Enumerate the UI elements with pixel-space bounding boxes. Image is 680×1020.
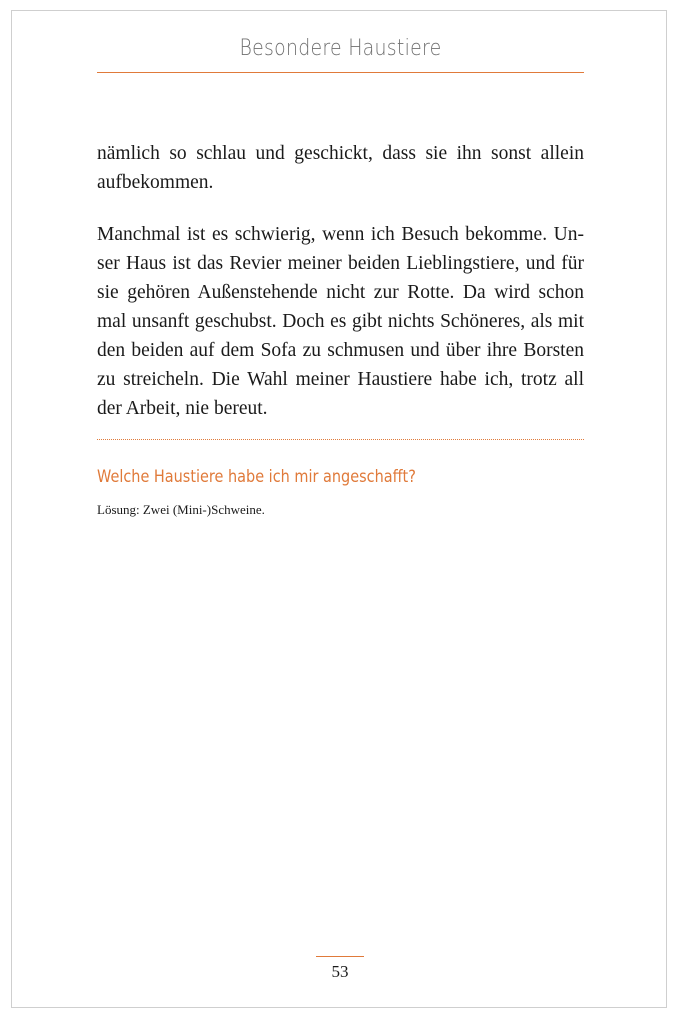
header-divider bbox=[97, 72, 584, 73]
page-number-divider bbox=[316, 956, 364, 957]
quiz-solution: Lösung: Zwei (Mini-)Schweine. bbox=[97, 502, 265, 517]
paragraph-1: nämlich so schlau und geschickt, dass sie ihn sonst allein aufbekommen. bbox=[97, 143, 584, 193]
page-number: 53 bbox=[331, 962, 349, 981]
quiz-question: Welche Haustiere habe ich mir angeschafft? bbox=[97, 467, 416, 487]
paragraph-2: Manchmal ist es schwierig, wenn ich Besuch bekomme. Unser Haus ist das Revier meiner beiden Lieblingstiere, und für sie gehören Außenstehende nicht zur Rotte. Da wird schon mal unsanft geschubst. Doch es gibt nichts Schöneres, als mit den beiden auf dem Sofa zu schmusen und über ihre Borsten zu streicheln. Die Wahl meiner Haustiere habe ich, trotz all der Arbeit, nie bereut. bbox=[97, 224, 584, 419]
running-header-title: Besondere Haustiere bbox=[239, 36, 442, 61]
section-divider-dotted bbox=[97, 439, 584, 440]
